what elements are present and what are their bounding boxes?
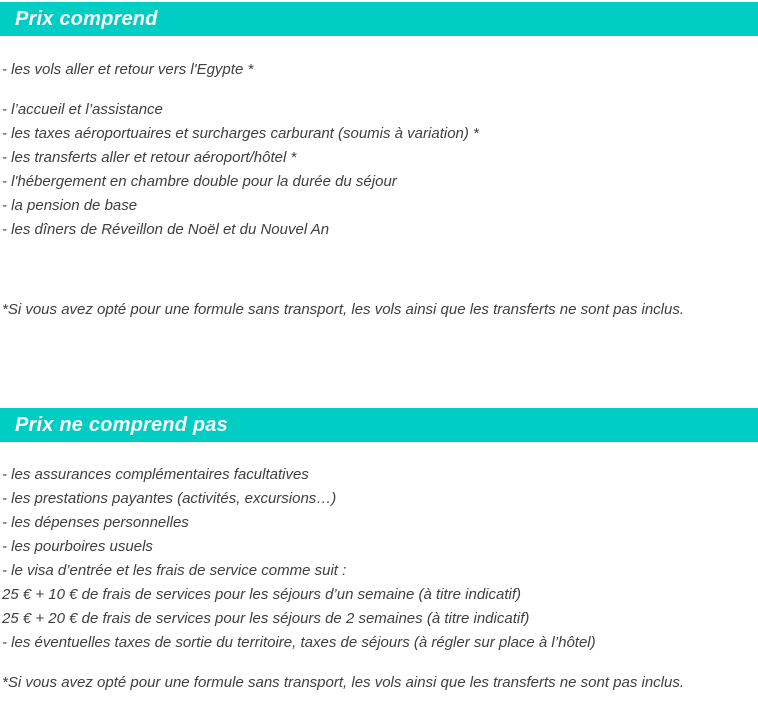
included-item: - l'hébergement en chambre double pour la durée du séjour — [2, 173, 397, 190]
section-header-excluded — [0, 408, 758, 442]
excluded-item: - le visa d’entrée et les frais de service comme suit : — [2, 562, 347, 579]
excluded-item: - les prestations payantes (activités, excursions…) — [2, 490, 337, 507]
excluded-list — [0, 463, 758, 695]
included-item: - la pension de base — [2, 197, 138, 214]
included-list — [0, 58, 758, 322]
excluded-item: - les assurances complémentaires facultatives — [2, 466, 309, 483]
excluded-item: - les pourboires usuels — [2, 538, 153, 555]
included-item: - les taxes aéroportuaires et surcharges carburant (soumis à variation) * — [2, 125, 479, 142]
excluded-item: 25 € + 20 € de frais de services pour les séjours de 2 semaines (à titre indicatif) — [2, 610, 530, 627]
included-item: - les dîners de Réveillon de Noël et du Nouvel An — [2, 221, 330, 238]
included-item: - les vols aller et retour vers l'Egypte * — [2, 61, 254, 78]
excluded-item: 25 € + 10 € de frais de services pour les séjours d’un semaine (à titre indicatif) — [2, 586, 522, 603]
section-title-included: Prix comprend — [15, 7, 158, 30]
included-item: - l’accueil et l’assistance — [2, 101, 163, 118]
included-item: - les transferts aller et retour aéroport/hôtel * — [2, 149, 297, 166]
excluded-item: - les dépenses personnelles — [2, 514, 189, 531]
excluded-item: - les éventuelles taxes de sortie du territoire, taxes de séjours (à régler sur place à l’hôtel) — [2, 634, 596, 651]
section-header-included — [0, 2, 758, 36]
transport-note-excluded: *Si vous avez opté pour une formule sans transport, les vols ainsi que les transferts ne sont pas inclus. — [2, 674, 685, 691]
transport-note-included: *Si vous avez opté pour une formule sans transport, les vols ainsi que les transferts ne sont pas inclus. — [2, 301, 685, 318]
section-title-excluded: Prix ne comprend pas — [15, 413, 228, 436]
